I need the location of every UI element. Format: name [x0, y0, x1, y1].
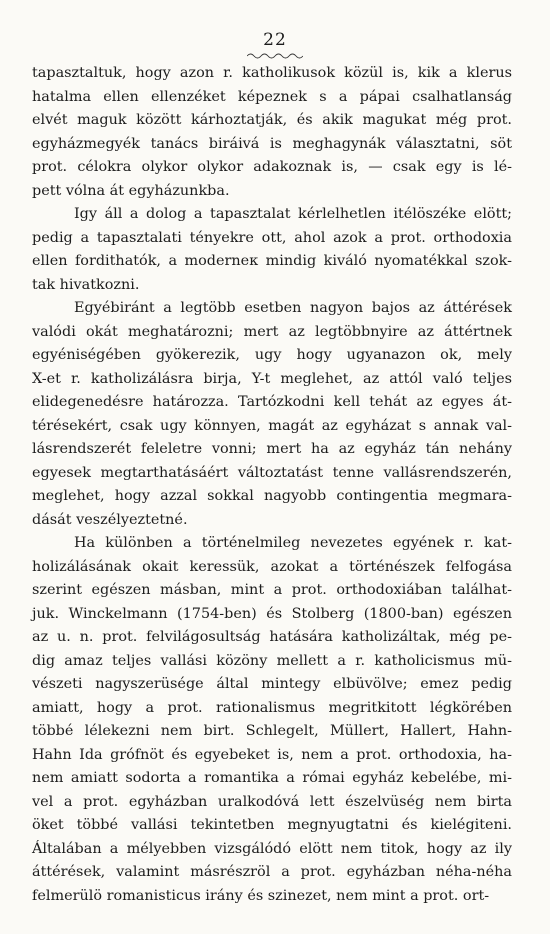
- text-line: tapasztaltuk, hogy azon r. katholikusok közül is, kik a klerus: [32, 65, 512, 81]
- text-line: prot. célokra olykor olykor adakoznak is, — csak egy is lé-: [32, 159, 512, 175]
- text-line: dig amaz teljes vallási közöny mellett a r. katholicismus mü-: [32, 652, 512, 669]
- text-line: többé lélekezni nem birt. Schlegelt, Müllert, Hallert, Hahn-: [32, 723, 512, 739]
- text-line: vészeti nagyszerüsége által mintegy elbüvölve; emez pedig: [32, 676, 512, 692]
- text-line: valódi okát meghatározni; mert az legtöbbnyire az áttértnek: [32, 323, 512, 340]
- text-line: elvét maguk között kárhoztatják, és akik magukat még prot.: [32, 112, 512, 128]
- text-line: egyházmegyék tanács biráivá is meghagynák választatni, söt: [32, 135, 512, 152]
- text-line: ellen fordithatók, a moderneк mindig kiváló nyomatékkal szok-: [32, 253, 512, 269]
- text-line: amiatt, hogy a prot. rationalismus megritkitott légkörében: [32, 699, 512, 716]
- text-line: Igy áll a dolog a tapasztalat kérlelhetlen itélöszéke elött;: [74, 206, 512, 222]
- paragraph: [32, 62, 512, 203]
- text-line: térésekért, csak ugy könnyen, magát az egyházat s annak val-: [32, 417, 512, 434]
- text-line: Általában a mélyebben vizsgálódó elött nem titok, hogy az ily: [32, 840, 512, 857]
- paragraph: [32, 297, 512, 532]
- text-line: az u. n. prot. felvilágosultság hatására katholizáltak, még pe-: [32, 629, 512, 645]
- text-line: szerint egészen másban, mint a prot. orthodoxiában találhat-: [32, 582, 512, 598]
- text-line: tak hivatkozni.: [32, 276, 140, 293]
- text-line: áttérések, valamint másrészröl a prot. egyházban néha-néha: [32, 864, 512, 880]
- wavy-rule-ornament: [247, 52, 303, 60]
- text-line: X-et r. katholizálásra birja, Y-t meglehet, az attól való teljes: [32, 370, 512, 387]
- text-line: felmerülö romanisticus irány és szinezet, nem mint a prot. ort-: [32, 887, 490, 904]
- text-line: nem amiatt sodorta a romantika a római egyház kebelébe, mi-: [32, 770, 512, 786]
- text-line: egyesek megtarthatásáért változtatást tenne vallásrendszerén,: [32, 464, 512, 481]
- paragraph: [32, 203, 512, 297]
- text-line: pett vólna át egyházunkba.: [32, 182, 230, 199]
- text-line: egyéniségében gyökerezik, ugy hogy ugyanazon ok, mely: [32, 347, 512, 363]
- text-line: öket többé vallási tekintetben megnyugtatni és kielégiteni.: [32, 817, 512, 833]
- text-line: dását veszélyeztetné.: [32, 511, 188, 528]
- text-line: pedig a tapasztalati tényekre ott, ahol azok a prot. orthodoxia: [32, 229, 512, 246]
- text-line: hatalma ellen ellenzéket képeznek s a pápai csalhatlanság: [32, 88, 512, 105]
- text-line: Ha különben a történelmileg nevezetes egyének r. kat-: [74, 535, 512, 551]
- text-line: elidegenedésre határozza. Tartózkodni kell tehát az egyes át-: [32, 394, 512, 410]
- body-text: [32, 62, 512, 908]
- text-line: juk. Winckelmann (1754-ben) és Stolberg (1800-ban) egészen: [32, 605, 512, 622]
- text-line: lásrendszerét feleletre vonni; mert ha az egyház tán nehány: [32, 441, 512, 457]
- text-line: Hahn Ida grófnöt és egyebeket is, nem a prot. orthodoxia, ha-: [32, 746, 512, 763]
- text-line: meglehet, hogy azzal sokkal nagyobb contingentia megmara-: [32, 488, 512, 504]
- page-number: 22: [263, 30, 287, 50]
- text-line: vel a prot. egyházban uralkodóvá lett észelvüség nem birta: [32, 793, 512, 810]
- text-line: holizálásának okait keressük, azokat a történészek felfogása: [32, 558, 512, 575]
- text-line: Egyébiránt a legtöbb esetben nagyon bajos az áttérések: [74, 300, 512, 316]
- paragraph: [32, 532, 512, 908]
